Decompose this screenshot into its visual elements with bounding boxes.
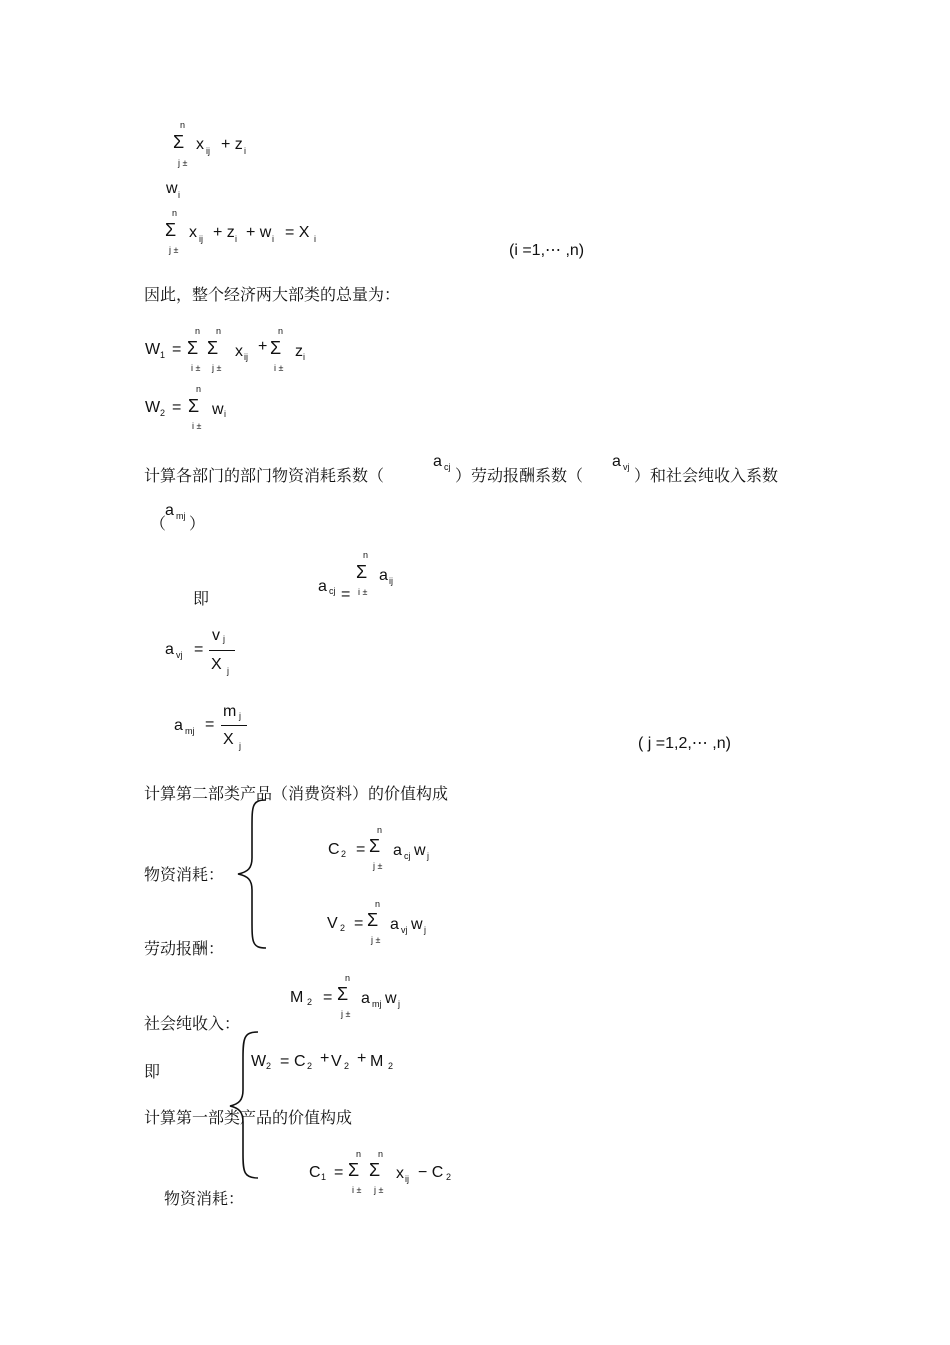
brace-left xyxy=(232,798,272,950)
sub-1: 1 xyxy=(321,1172,327,1182)
coeff-a: a xyxy=(174,717,183,734)
equals: = xyxy=(341,586,351,603)
coeff-a: a xyxy=(318,578,327,595)
sub-j: j xyxy=(239,711,241,721)
plus-z: + z xyxy=(221,136,243,153)
sub-cj: cj xyxy=(404,851,411,861)
equals: = xyxy=(356,841,366,858)
denominator-X: X xyxy=(211,656,222,673)
coeff-a: a xyxy=(165,502,174,519)
sub-mj: mj xyxy=(372,999,382,1009)
var-M: M xyxy=(370,1053,384,1070)
sub-vj: vj xyxy=(401,925,408,935)
limit-n: n xyxy=(356,1149,362,1159)
equals: = xyxy=(323,989,333,1006)
sub-vj: vj xyxy=(176,650,183,660)
var-x: x xyxy=(235,343,243,360)
sub-ij: ij xyxy=(199,234,203,244)
sub-i: i xyxy=(314,234,316,244)
plus: + xyxy=(357,1050,367,1067)
sub-j: j xyxy=(398,999,400,1009)
coeff-a: a xyxy=(379,567,388,584)
var-C: C xyxy=(294,1053,306,1070)
limit-j: j ± xyxy=(371,935,381,945)
plus-w: + w xyxy=(246,224,272,241)
sub-cj: cj xyxy=(329,586,336,596)
equals: = xyxy=(172,399,182,416)
sub-vj: vj xyxy=(623,462,630,472)
limit-n: n xyxy=(345,973,351,983)
sub-i: i xyxy=(272,234,274,244)
coeff-a: a xyxy=(390,916,399,933)
equals: = xyxy=(334,1164,344,1181)
sub-j: j xyxy=(223,634,225,644)
var-w: w xyxy=(385,990,397,1007)
sub-i: i xyxy=(178,190,180,200)
paragraph-coeff-b: ）劳动报酬系数（ xyxy=(455,466,584,485)
sigma: Σ xyxy=(337,984,349,1004)
limit-n: n xyxy=(172,208,178,218)
sub-ij: ij xyxy=(389,576,393,586)
numerator-v: v xyxy=(212,627,220,644)
sub-i: i xyxy=(224,409,226,419)
paren-open: （ xyxy=(150,514,167,533)
sub-ij: ij xyxy=(244,352,248,362)
sub-2: 2 xyxy=(341,849,347,859)
coeff-a: a xyxy=(612,453,621,470)
sub-2: 2 xyxy=(446,1172,452,1182)
sub-2: 2 xyxy=(388,1061,394,1071)
range-j: ( j =1,2,⋯ ,n) xyxy=(638,735,731,752)
sub-1: 1 xyxy=(160,350,166,360)
sub-mj: mj xyxy=(176,511,186,521)
limit-i: i ± xyxy=(358,587,368,597)
equals: = xyxy=(194,641,204,658)
sub-j: j xyxy=(239,741,241,751)
plus-z: + z xyxy=(213,224,235,241)
eq-X: = X xyxy=(285,224,310,241)
coeff-a: a xyxy=(361,990,370,1007)
var-C: C xyxy=(328,841,340,858)
sub-i: i xyxy=(303,352,305,362)
limit-n: n xyxy=(375,899,381,909)
var-x: x xyxy=(196,136,204,153)
limit-j: j ± xyxy=(169,245,179,255)
limit-i: i ± xyxy=(192,421,202,431)
sigma: Σ xyxy=(270,338,282,358)
paragraph-coeff-a: 计算各部门的部门物资消耗系数（ xyxy=(144,466,385,485)
sub-2: 2 xyxy=(307,1061,313,1071)
limit-n: n xyxy=(278,326,284,336)
limit-n: n xyxy=(180,120,186,130)
sigma: Σ xyxy=(165,220,177,240)
limit-j: j ± xyxy=(212,363,222,373)
label-material: 物资消耗： xyxy=(144,865,225,884)
limit-i: i ± xyxy=(274,363,284,373)
sigma: Σ xyxy=(207,338,219,358)
sigma: Σ xyxy=(367,910,379,930)
paragraph-therefore: 因此，整个经济两大部类的总量为： xyxy=(144,285,401,304)
plus: + xyxy=(258,338,268,355)
sub-ij: ij xyxy=(206,146,210,156)
var-W: W xyxy=(145,341,161,358)
sub-ij: ij xyxy=(405,1174,409,1184)
sub-mj: mj xyxy=(185,726,195,736)
var-z: z xyxy=(295,343,303,360)
var-M: M xyxy=(290,989,304,1006)
equals: = xyxy=(172,341,182,358)
label-ji-2: 即 xyxy=(144,1062,161,1081)
var-w: w xyxy=(411,916,423,933)
label-ji: 即 xyxy=(193,589,210,608)
sigma: Σ xyxy=(348,1160,360,1180)
sigma: Σ xyxy=(369,1160,381,1180)
sub-j: j xyxy=(227,666,229,676)
sigma: Σ xyxy=(173,132,185,152)
limit-n: n xyxy=(377,825,383,835)
range-i: (i =1,⋯ ,n) xyxy=(509,242,585,259)
limit-n: n xyxy=(196,384,202,394)
limit-n: n xyxy=(216,326,222,336)
sub-2: 2 xyxy=(266,1061,272,1071)
numerator-m: m xyxy=(223,703,237,720)
label-social: 社会纯收入： xyxy=(144,1014,241,1033)
minus-C: − C xyxy=(418,1164,444,1181)
coeff-a: a xyxy=(165,641,174,658)
sigma: Σ xyxy=(356,562,368,582)
fraction-bar xyxy=(221,725,247,726)
var-W: W xyxy=(145,399,161,416)
denominator-X: X xyxy=(223,731,234,748)
sub-i: i xyxy=(244,146,246,156)
limit-n: n xyxy=(363,550,369,560)
sub-i: i xyxy=(235,234,237,244)
equals: = xyxy=(280,1053,290,1070)
var-V: V xyxy=(327,915,338,932)
coeff-a: a xyxy=(433,453,442,470)
label-material-2: 物资消耗： xyxy=(164,1189,245,1208)
sub-j: j xyxy=(424,925,426,935)
sub-2: 2 xyxy=(160,408,166,418)
sub-2: 2 xyxy=(344,1061,350,1071)
paragraph-coeff-c: ）和社会纯收入系数 xyxy=(634,466,779,485)
sigma: Σ xyxy=(188,396,200,416)
var-W: W xyxy=(251,1053,267,1070)
limit-i: i ± xyxy=(352,1185,362,1195)
sub-2: 2 xyxy=(340,923,346,933)
limit-n: n xyxy=(195,326,201,336)
limit-j: j ± xyxy=(373,861,383,871)
coeff-a: a xyxy=(393,842,402,859)
heading-first-dept: 计算第一部类产品的价值构成 xyxy=(144,1108,353,1127)
sigma: Σ xyxy=(369,836,381,856)
var-w: w xyxy=(414,842,426,859)
equals: = xyxy=(205,716,215,733)
var-C: C xyxy=(309,1164,321,1181)
label-labor: 劳动报酬： xyxy=(144,939,225,958)
sigma: Σ xyxy=(187,338,199,358)
var-V: V xyxy=(331,1053,342,1070)
var-x: x xyxy=(189,224,197,241)
heading-second-dept: 计算第二部类产品（消费资料）的价值构成 xyxy=(144,784,449,803)
plus: + xyxy=(320,1050,330,1067)
sub-j: j xyxy=(427,851,429,861)
var-w: w xyxy=(166,180,178,197)
limit-n: n xyxy=(378,1149,384,1159)
var-w: w xyxy=(212,401,224,418)
sub-2: 2 xyxy=(307,997,313,1007)
paren-close: ） xyxy=(189,514,206,533)
limit-j: j ± xyxy=(341,1009,351,1019)
limit-i: i ± xyxy=(191,363,201,373)
sub-cj: cj xyxy=(444,462,451,472)
equals: = xyxy=(354,915,364,932)
var-x: x xyxy=(396,1165,404,1182)
fraction-bar xyxy=(209,650,235,651)
limit-j: j ± xyxy=(178,158,188,168)
limit-j: j ± xyxy=(374,1185,384,1195)
